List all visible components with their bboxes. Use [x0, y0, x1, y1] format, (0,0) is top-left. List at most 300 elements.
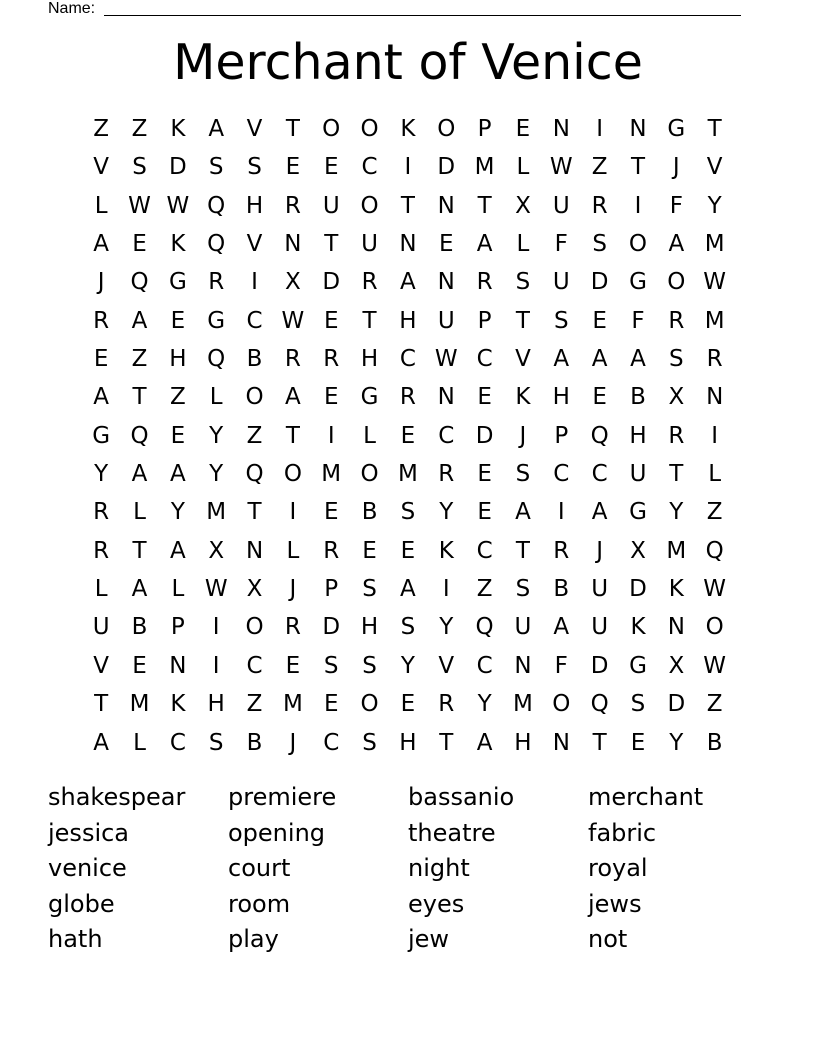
grid-letter[interactable]: N — [437, 384, 455, 411]
grid-letter[interactable]: C — [361, 154, 378, 181]
grid-letter[interactable]: T — [400, 192, 415, 219]
grid-letter[interactable]: W — [128, 192, 151, 219]
grid-letter[interactable]: E — [323, 384, 339, 411]
grid-letter[interactable]: R — [399, 384, 416, 411]
grid-letter[interactable]: H — [207, 691, 225, 718]
grid-letter[interactable]: U — [322, 192, 340, 219]
grid-letter[interactable]: Y — [669, 729, 684, 756]
grid-letter[interactable]: O — [245, 614, 264, 641]
grid-letter[interactable]: E — [132, 231, 147, 258]
grid-letter[interactable]: G — [629, 499, 647, 526]
grid-letter[interactable]: S — [247, 154, 262, 181]
grid-letter[interactable]: E — [630, 729, 646, 756]
grid-letter[interactable]: S — [515, 576, 531, 603]
grid-letter[interactable]: R — [323, 346, 340, 373]
grid-letter[interactable]: M — [704, 307, 725, 334]
grid-letter[interactable]: L — [94, 576, 108, 603]
word-bank-item: hath — [48, 925, 103, 953]
grid-letter[interactable]: I — [289, 499, 297, 526]
grid-letter[interactable]: A — [476, 729, 493, 756]
grid-letter[interactable]: T — [132, 537, 147, 564]
grid-letter[interactable]: B — [246, 729, 263, 756]
grid-letter[interactable]: A — [476, 231, 493, 258]
grid-letter[interactable]: L — [516, 154, 530, 181]
grid-letter[interactable]: N — [437, 269, 455, 296]
grid-letter[interactable]: N — [245, 537, 264, 564]
grid-letter[interactable]: U — [437, 307, 455, 334]
grid-letter[interactable]: Z — [246, 422, 263, 449]
grid-letter[interactable]: I — [404, 154, 412, 181]
grid-letter[interactable]: B — [630, 384, 646, 411]
grid-letter[interactable]: Z — [476, 576, 493, 603]
grid-letter[interactable]: K — [515, 384, 531, 411]
grid-letter[interactable]: C — [438, 422, 455, 449]
grid-letter[interactable]: R — [93, 499, 110, 526]
grid-letter[interactable]: T — [247, 499, 262, 526]
grid-letter[interactable]: S — [208, 729, 224, 756]
grid-letter[interactable]: A — [591, 346, 608, 373]
grid-letter[interactable]: N — [667, 614, 685, 641]
grid-letter[interactable]: Y — [209, 422, 224, 449]
grid-letter[interactable]: E — [170, 422, 186, 449]
grid-letter[interactable]: K — [170, 231, 186, 258]
grid-letter[interactable]: B — [361, 499, 378, 526]
grid-letter[interactable]: F — [669, 192, 683, 219]
grid-letter[interactable]: Y — [707, 192, 722, 219]
grid-letter[interactable]: C — [246, 307, 263, 334]
grid-letter[interactable]: A — [93, 729, 110, 756]
grid-letter[interactable]: J — [519, 422, 527, 449]
grid-letter[interactable]: O — [360, 461, 379, 488]
grid-letter[interactable]: F — [554, 231, 568, 258]
grid-letter[interactable]: Z — [93, 116, 110, 142]
grid-letter[interactable]: S — [400, 499, 416, 526]
grid-letter[interactable]: C — [553, 461, 570, 488]
grid-letter[interactable]: V — [246, 116, 263, 142]
grid-letter[interactable]: D — [629, 576, 647, 603]
grid-letter[interactable]: Z — [706, 499, 723, 526]
grid-letter[interactable]: H — [169, 346, 187, 373]
grid-letter[interactable]: R — [361, 269, 378, 296]
grid-letter[interactable]: T — [515, 537, 530, 564]
grid-letter[interactable]: C — [476, 537, 493, 564]
grid-letter[interactable]: S — [515, 269, 531, 296]
grid-letter[interactable]: O — [360, 192, 379, 219]
grid-letter[interactable]: M — [206, 499, 227, 526]
grid-letter[interactable]: L — [363, 422, 376, 449]
grid-letter[interactable]: T — [94, 691, 109, 718]
grid-letter[interactable]: G — [92, 422, 111, 449]
grid-letter[interactable]: R — [323, 537, 340, 564]
grid-row — [82, 493, 734, 531]
grid-letter[interactable]: T — [285, 116, 300, 142]
grid-letter[interactable]: Q — [207, 231, 226, 258]
grid-letter[interactable]: L — [516, 231, 530, 258]
grid-letter[interactable]: A — [553, 614, 570, 641]
grid-letter[interactable]: V — [93, 154, 110, 181]
grid-letter[interactable]: I — [711, 422, 719, 449]
grid-letter[interactable]: R — [284, 346, 301, 373]
grid-letter[interactable]: X — [668, 384, 685, 411]
grid-letter[interactable]: T — [477, 192, 492, 219]
grid-letter[interactable]: D — [169, 154, 187, 181]
grid-letter[interactable]: H — [552, 384, 570, 411]
grid-letter[interactable]: A — [93, 231, 110, 258]
grid-letter[interactable]: R — [476, 269, 493, 296]
grid-letter[interactable]: L — [133, 729, 146, 756]
grid-letter[interactable]: N — [552, 729, 570, 756]
grid-letter[interactable]: M — [513, 691, 533, 718]
grid-letter[interactable]: Y — [439, 499, 454, 526]
grid-letter[interactable]: D — [437, 154, 456, 181]
name-blank-line[interactable] — [104, 15, 741, 16]
grid-letter[interactable]: O — [552, 691, 571, 718]
grid-letter[interactable]: R — [591, 192, 608, 219]
grid-letter[interactable]: U — [629, 461, 647, 488]
grid-letter[interactable]: T — [324, 231, 339, 258]
grid-letter[interactable]: W — [166, 192, 190, 219]
grid-letter[interactable]: L — [286, 537, 300, 564]
grid-letter[interactable]: S — [362, 729, 377, 756]
grid-letter[interactable]: N — [629, 116, 647, 142]
grid-letter[interactable]: H — [629, 422, 647, 449]
grid-letter[interactable]: E — [362, 537, 377, 564]
grid-row — [82, 724, 734, 762]
grid-letter[interactable]: O — [245, 384, 264, 411]
grid-letter[interactable]: F — [631, 307, 645, 334]
grid-letter[interactable]: P — [477, 307, 492, 334]
grid-letter[interactable]: H — [360, 346, 379, 373]
grid-letter[interactable]: P — [477, 116, 492, 142]
grid-letter[interactable]: S — [630, 691, 646, 718]
grid-letter[interactable]: U — [552, 192, 570, 219]
grid-letter[interactable]: V — [246, 231, 263, 258]
grid-letter[interactable]: Z — [246, 691, 263, 718]
grid-letter[interactable]: M — [474, 154, 495, 181]
grid-letter[interactable]: K — [400, 116, 416, 142]
grid-letter[interactable]: C — [169, 729, 186, 756]
grid-letter[interactable]: I — [442, 576, 450, 603]
grid-letter[interactable]: E — [170, 307, 186, 334]
grid-letter[interactable]: D — [322, 269, 341, 296]
grid-letter[interactable]: U — [552, 269, 570, 296]
grid-letter[interactable]: O — [628, 231, 648, 258]
grid-letter[interactable]: Q — [590, 691, 609, 718]
grid-letter[interactable]: J — [289, 576, 297, 603]
grid-letter[interactable]: Z — [131, 116, 148, 142]
grid-letter[interactable]: M — [321, 461, 342, 488]
grid-letter[interactable]: X — [246, 576, 263, 603]
grid-letter[interactable]: J — [97, 269, 105, 296]
grid-letter[interactable]: G — [168, 269, 187, 296]
grid-letter[interactable]: V — [706, 154, 723, 181]
grid-letter[interactable]: T — [515, 307, 530, 334]
grid-letter[interactable]: N — [399, 231, 417, 258]
grid-letter[interactable]: N — [284, 231, 302, 258]
grid-letter[interactable]: J — [289, 729, 297, 756]
grid-letter[interactable]: I — [212, 652, 220, 679]
grid-letter[interactable]: R — [438, 691, 455, 718]
grid-letter[interactable]: T — [362, 307, 377, 334]
grid-letter[interactable]: U — [514, 614, 532, 641]
grid-letter[interactable]: W — [703, 652, 727, 679]
grid-letter[interactable]: E — [285, 154, 301, 181]
grid-letter[interactable]: L — [209, 384, 223, 411]
grid-letter[interactable]: O — [283, 461, 302, 488]
grid-letter[interactable]: A — [285, 384, 301, 411]
grid-letter[interactable]: E — [592, 307, 607, 334]
grid-letter[interactable]: W — [703, 576, 727, 603]
grid-letter[interactable]: B — [246, 346, 263, 373]
grid-letter[interactable]: R — [706, 346, 723, 373]
grid-letter[interactable]: B — [553, 576, 570, 603]
grid-letter[interactable]: D — [475, 422, 494, 449]
grid-letter[interactable]: M — [704, 231, 725, 258]
grid-letter[interactable]: I — [596, 116, 604, 142]
grid-letter[interactable]: C — [323, 729, 340, 756]
grid-letter[interactable]: O — [360, 116, 379, 142]
grid-letter[interactable]: R — [208, 269, 225, 296]
grid-letter[interactable]: F — [554, 652, 568, 679]
grid-letter[interactable]: R — [93, 307, 110, 334]
grid-letter[interactable]: Z — [131, 346, 148, 373]
grid-letter[interactable]: K — [630, 614, 646, 641]
grid-letter[interactable]: P — [324, 576, 339, 603]
grid-letter[interactable]: M — [129, 691, 150, 718]
grid-letter[interactable]: J — [596, 537, 604, 564]
grid-letter[interactable]: E — [323, 307, 339, 334]
grid-letter[interactable]: U — [92, 614, 110, 641]
grid-letter[interactable]: E — [323, 499, 339, 526]
grid-letter[interactable]: V — [93, 652, 110, 679]
grid-letter[interactable]: Q — [590, 422, 609, 449]
grid-letter[interactable]: T — [285, 422, 300, 449]
grid-letter[interactable]: Z — [706, 691, 723, 718]
grid-letter[interactable]: Y — [477, 691, 492, 718]
grid-letter[interactable]: O — [437, 116, 456, 142]
grid-letter[interactable]: S — [362, 652, 377, 679]
grid-letter[interactable]: Y — [170, 499, 185, 526]
grid-letter[interactable]: X — [668, 652, 685, 679]
grid-letter[interactable]: Y — [400, 652, 415, 679]
grid-letter[interactable]: A — [208, 116, 225, 142]
grid-letter[interactable]: T — [132, 384, 147, 411]
grid-letter[interactable]: J — [672, 154, 680, 181]
grid-letter[interactable]: Q — [130, 269, 149, 296]
grid-letter[interactable]: C — [399, 346, 416, 373]
grid-letter[interactable]: Q — [245, 461, 264, 488]
grid-letter[interactable]: T — [669, 461, 684, 488]
grid-letter[interactable]: U — [591, 614, 609, 641]
grid-letter[interactable]: T — [592, 729, 607, 756]
grid-letter[interactable]: S — [132, 154, 147, 181]
grid-letter[interactable]: A — [591, 499, 608, 526]
grid-letter[interactable]: H — [399, 729, 417, 756]
grid-letter[interactable]: G — [629, 269, 647, 296]
grid-letter[interactable]: Q — [705, 537, 724, 564]
grid-letter[interactable]: A — [400, 269, 416, 296]
grid-letter[interactable]: R — [553, 537, 570, 564]
grid-letter[interactable]: E — [93, 346, 109, 373]
grid-letter[interactable]: K — [668, 576, 684, 603]
grid-letter[interactable]: G — [207, 307, 226, 334]
grid-letter[interactable]: T — [707, 116, 722, 142]
grid-letter[interactable]: G — [667, 116, 686, 142]
grid-letter[interactable]: E — [477, 384, 492, 411]
grid-letter[interactable]: C — [246, 652, 263, 679]
grid-letter[interactable]: M — [282, 691, 303, 718]
grid-letter[interactable]: G — [629, 652, 647, 679]
grid-letter[interactable]: K — [438, 537, 454, 564]
grid-letter[interactable]: P — [170, 614, 185, 641]
grid-letter[interactable]: W — [549, 154, 573, 181]
grid-row — [82, 263, 734, 301]
grid-letter[interactable]: A — [169, 537, 186, 564]
grid-letter[interactable]: E — [400, 537, 416, 564]
grid-letter[interactable]: Q — [130, 422, 149, 449]
grid-row — [82, 685, 734, 723]
grid-letter[interactable]: E — [323, 154, 339, 181]
grid-letter[interactable]: I — [634, 192, 642, 219]
grid-letter[interactable]: R — [284, 192, 301, 219]
grid-letter[interactable]: I — [557, 499, 565, 526]
grid-letter[interactable]: C — [476, 652, 493, 679]
grid-letter[interactable]: T — [630, 154, 646, 181]
grid-letter[interactable]: S — [362, 576, 377, 603]
grid-letter[interactable]: R — [284, 614, 301, 641]
grid-row — [82, 417, 734, 455]
word-bank-item: room — [228, 889, 291, 918]
grid-letter[interactable]: G — [360, 384, 379, 411]
grid-letter[interactable]: E — [132, 652, 147, 679]
grid-letter[interactable]: K — [170, 116, 186, 142]
grid-letter[interactable]: R — [668, 422, 685, 449]
grid-letter[interactable]: E — [477, 461, 492, 488]
grid-letter[interactable]: A — [131, 576, 148, 603]
grid-letter[interactable]: A — [131, 461, 148, 488]
grid-letter[interactable]: Z — [591, 154, 608, 181]
grid-letter[interactable]: P — [554, 422, 569, 449]
grid-letter[interactable]: E — [477, 499, 492, 526]
grid-letter[interactable]: U — [361, 231, 378, 258]
grid-letter[interactable]: E — [592, 384, 607, 411]
grid-letter[interactable]: L — [133, 499, 146, 526]
grid-letter[interactable]: N — [169, 652, 187, 679]
grid-letter[interactable]: S — [553, 307, 569, 334]
grid-letter[interactable]: S — [400, 614, 416, 641]
grid-letter[interactable]: O — [705, 614, 724, 641]
grid-letter[interactable]: S — [669, 346, 684, 373]
grid-letter[interactable]: W — [204, 576, 228, 603]
grid-letter[interactable]: Q — [207, 192, 226, 219]
grid-letter[interactable]: N — [552, 116, 570, 142]
grid-letter[interactable]: N — [437, 192, 455, 219]
grid-letter[interactable]: O — [667, 269, 686, 296]
grid-letter[interactable]: A — [169, 461, 186, 488]
grid-letter[interactable]: C — [476, 346, 493, 373]
grid-letter[interactable]: N — [706, 384, 724, 411]
grid-letter[interactable]: E — [400, 422, 416, 449]
grid-letter[interactable]: B — [131, 614, 148, 641]
grid-letter[interactable]: E — [515, 116, 531, 142]
grid-letter[interactable]: H — [360, 614, 379, 641]
grid-letter[interactable]: H — [399, 307, 417, 334]
grid-letter[interactable]: R — [93, 537, 110, 564]
grid-letter[interactable]: N — [514, 652, 532, 679]
grid-letter[interactable]: S — [592, 231, 607, 258]
grid-letter[interactable]: W — [703, 269, 727, 296]
grid-letter[interactable]: E — [323, 691, 339, 718]
grid-letter[interactable]: R — [438, 461, 455, 488]
grid-letter[interactable]: X — [515, 192, 531, 219]
grid-letter[interactable]: Y — [669, 499, 684, 526]
grid-letter[interactable]: M — [397, 461, 418, 488]
grid-letter[interactable]: O — [322, 116, 341, 142]
grid-letter[interactable]: D — [667, 691, 686, 718]
grid-letter[interactable]: X — [208, 537, 225, 564]
grid-letter[interactable]: U — [591, 576, 609, 603]
grid-letter[interactable]: Z — [169, 384, 186, 411]
grid-letter[interactable]: O — [360, 691, 379, 718]
grid-letter[interactable]: I — [327, 422, 335, 449]
grid-letter[interactable]: V — [438, 652, 455, 679]
grid-letter[interactable]: X — [630, 537, 646, 564]
grid-letter[interactable]: Y — [209, 461, 224, 488]
grid-letter[interactable]: R — [668, 307, 685, 334]
grid-letter[interactable]: A — [668, 231, 685, 258]
grid-letter[interactable]: M — [666, 537, 687, 564]
grid-letter[interactable]: A — [515, 499, 531, 526]
grid-letter[interactable]: L — [708, 461, 722, 488]
grid-letter[interactable]: L — [94, 192, 108, 219]
grid-letter[interactable]: A — [400, 576, 416, 603]
grid-letter[interactable]: Q — [475, 614, 494, 641]
grid-letter[interactable]: W — [434, 346, 458, 373]
grid-letter[interactable]: S — [515, 461, 531, 488]
grid-row — [82, 532, 734, 570]
grid-letter[interactable]: D — [590, 269, 609, 296]
grid-letter[interactable]: X — [285, 269, 301, 296]
grid-letter[interactable]: I — [212, 614, 220, 641]
grid-letter[interactable]: Y — [439, 614, 454, 641]
grid-letter[interactable]: C — [591, 461, 608, 488]
grid-letter[interactable]: T — [439, 729, 454, 756]
grid-letter[interactable]: E — [400, 691, 416, 718]
grid-letter[interactable]: L — [171, 576, 185, 603]
grid-letter[interactable]: B — [706, 729, 723, 756]
grid-letter[interactable]: K — [170, 691, 186, 718]
grid-letter[interactable]: D — [322, 614, 341, 641]
grid-letter[interactable]: H — [245, 192, 264, 219]
grid-letter[interactable]: E — [285, 652, 301, 679]
grid-letter[interactable]: E — [438, 231, 454, 258]
grid-letter[interactable]: D — [590, 652, 609, 679]
grid-letter[interactable]: I — [251, 269, 258, 296]
grid-letter[interactable]: H — [514, 729, 532, 756]
grid-letter[interactable]: A — [630, 346, 646, 373]
grid-letter[interactable]: S — [323, 652, 339, 679]
grid-letter[interactable]: W — [281, 307, 305, 334]
grid-letter[interactable]: Q — [207, 346, 226, 373]
grid-letter[interactable]: A — [553, 346, 570, 373]
grid-row — [82, 647, 734, 685]
grid-letter[interactable]: A — [131, 307, 148, 334]
grid-letter[interactable]: V — [515, 346, 531, 373]
grid-letter[interactable]: A — [93, 384, 110, 411]
grid-letter[interactable]: S — [208, 154, 224, 181]
grid-letter[interactable]: Y — [94, 461, 109, 488]
word-bank-item: night — [408, 854, 470, 882]
